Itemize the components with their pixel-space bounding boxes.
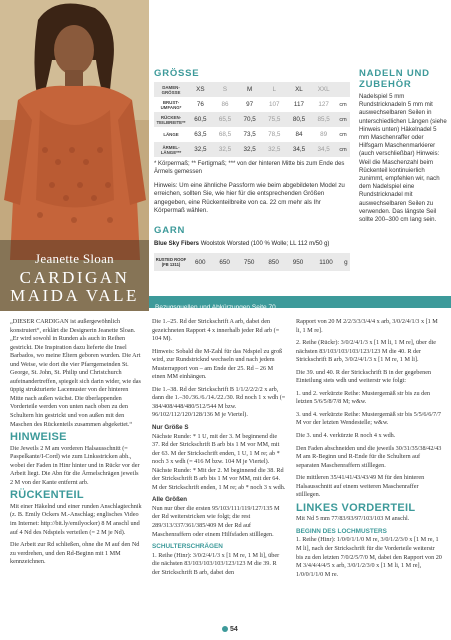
size-cell: 60,5 [188, 112, 213, 127]
col3-paragraph-8: Die mittleren 35/41/41/43/43/49 M für den hinteren Halsausschnitt auf einem weiteren Maschenraffer stilllegen. [296, 474, 425, 499]
pattern-title-line1: CARDIGAN [19, 268, 130, 287]
alle-groessen-heading: Alle Größen [152, 496, 188, 504]
text-column-2 [152, 318, 286, 581]
size-row [154, 127, 350, 142]
size-unit [336, 82, 350, 97]
size-cell: 32,5 [188, 142, 213, 157]
yarn-description [154, 240, 350, 248]
size-cell: 86 [213, 97, 238, 112]
size-cell: 89 [311, 127, 336, 142]
size-cell: 73,5 [237, 127, 262, 142]
size-cell: 32,5 [262, 142, 287, 157]
size-cell: XS [188, 82, 213, 97]
size-cell: 63,5 [188, 127, 213, 142]
nur-groesse-heading: Nur Größe S [152, 424, 189, 432]
size-cell: 34,5 [311, 142, 336, 157]
photo-caption [0, 247, 149, 311]
alle-groessen-text: Nun nur über die ersten 95/103/111/119/127/135 M der Rd weiterstricken wie folgt; die rest 289/313/337/361/385/409 M der Rd auf Maschenraffern oder einem Hilfsfaden stilllegen. [152, 504, 280, 538]
size-unit: cm [336, 97, 350, 112]
hinweise-heading: HINWEISE [10, 431, 67, 444]
size-cell: 117 [287, 97, 312, 112]
size-unit: cm [336, 127, 350, 142]
size-row [154, 97, 350, 112]
yarn-row [154, 253, 350, 271]
intro-paragraph: „DIESER CARDIGAN ist außergewöhnlich konstruiert“, erklärt die Designerin Jeanette Sloan. „Er wird sowohl in Runden als auch in Reihen gestrickt. Die Inspiration dazu lieferte die Insel Barbados, wo meine Eltern geboren wurden. Die Art und Weise, wie dort die vier Pfarrgemeinden St. George, St. John, St. Philip und Christchurch aufeinandertreffen, spiegelt sich darin wider, wie das üppig strukturierte Lacemuster von der hinteren Mitte nach außen wächst. Die überlappenden Vorderteile werden von unten nach oben zu den Schultern hin gestrickt und von außen mit den Maschen des Rückenteils zusammen abgekettet.“ [10, 318, 141, 428]
col3-paragraph-3: Die 39. und 40. R der Strickschrift B in der gegebenen Einteilung stets wdh und weiterstr wie folgt: [296, 368, 432, 385]
size-cell: S [213, 82, 238, 97]
size-cell: 32,5 [213, 142, 238, 157]
size-section [154, 68, 350, 271]
col2-paragraph-2: Hinweis: Sobald die M-Zahl für das Ndspiel zu groß wird, zur Rundstricknd wechseln und nach jedem Musterrapport von – am Ende der 25. Rd – 26 M einen MM einhängen. [152, 347, 283, 381]
size-cell: 78,5 [262, 127, 287, 142]
size-cell: 70,5 [237, 112, 262, 127]
rueckenteil-heading: RÜCKENTEIL [10, 489, 84, 502]
yarn-brand: Blue Sky Fibers [154, 241, 200, 248]
yarn-name: Woolstok Worsted (100 % Wolle; LL 112 m/50 g) [200, 241, 330, 248]
lochmuster-heading: BEGINN DES LOCHMUSTERS [296, 527, 387, 535]
size-row [154, 112, 350, 127]
text-column-3 [296, 318, 442, 583]
rueckenteil-text-1: Mit einer Häkelnd und einer runden Anschlagtechnik (z. B. Emily Ockers M.-Anschlag; englisches Video im Internet: http://bit.ly/emilyocker) 8 M anschl und auf 4 Nd des Ndspiels verteilen (= 2 M je Nd). [10, 502, 142, 536]
size-cell: 127 [311, 97, 336, 112]
size-row [154, 82, 350, 97]
reference-bar-text: Bezugsquellen und Abkürzungen Seite 70 [155, 304, 276, 311]
size-footnote: * Körpermaß; ** Fertigmaß; *** von der hinteren Mitte bis zum Ende des Ärmels gemessen [154, 161, 345, 175]
size-hint: Hinweis: Um eine ähnliche Passform wie beim abgebildeten Model zu erreichen, sollten Sie, wie hier für die entsprechenden Größen angegeben, eine Rückenteilbreite von ca. 22 cm mehr als Ihr Körpermaß wählen. [154, 182, 345, 214]
yarn-amount-cell: 750 [237, 253, 261, 271]
size-cell: XXL [311, 82, 336, 97]
col3-paragraph-1: Rapport von 20 M 2/2/3/3/3/4/4 x arb, 3/0/2/4/1/3 x [1 M li, 1 M re]. [296, 318, 438, 334]
yarn-amount-cell: 850 [261, 253, 285, 271]
size-cell: L [262, 82, 287, 97]
col3-paragraph-2: 2. Reihe (Rückr): 3/0/2/4/1/3 x [1 M li, 1 M re], über die nächsten 83/103/103/103/123/123 M die 40. R der Strickschrift B arb, 3/0/2/4/1/3 x [1 M re, 1 M li]. [296, 339, 437, 364]
yarn-amount-cell: 650 [212, 253, 236, 271]
size-unit: cm [336, 142, 350, 157]
schulter-text: 1. Reihe (Hinr): 3/0/2/4/1/3 x [1 M re, 1 M li], über die nächsten 83/103/103/103/123/123 M die 39. R der Strickschrift B arb, dabei den [152, 551, 280, 576]
designer-name: Jeanette Sloan [35, 251, 114, 266]
yarn-heading: GARN [154, 225, 186, 237]
needles-text: Nadelspiel 5 mm Rundstricknadeln 5 mm mit auswechselbaren Seilen in unterschiedlichen Längen (siehe Hinweis unten) Häkelnadel 5 mm Maschenraffer oder Hilfsgarn Maschenmarkierer (auch verschließbar) Hinweis: Weil die Maschenzahl beim Rückenteil kontinuierlich zunimmt, empfehlen wir, nach dem Nadelspiel eine Rundstricknadel mit auswechselbaren Seilen zu verwenden. Das längste Seil sollte 200–300 cm lang sein. [359, 93, 447, 224]
size-cell: 97 [237, 97, 262, 112]
needles-section [359, 68, 447, 224]
yarn-amount-cell: 600 [188, 253, 212, 271]
col2-paragraph-3: Die 1.–38. Rd der Strickschrift B 1/1/2/2/2/2 x arb, dann die 1.–30./36./6./14./22./30. Rd noch 1 x wdh (= 384/408/448/480/512/544 M bzw. 96/102/112/120/128/136 M je Viertel). [152, 385, 286, 419]
size-cell: 80,5 [287, 112, 312, 127]
size-row-label: DAMEN-GRÖSSE [154, 82, 188, 97]
size-heading: GRÖSSE [154, 68, 200, 79]
yarn-row-label: RUSTED ROOF (FB 1311) [154, 253, 188, 271]
size-row-label: ÄRMEL-LÄNGE*** [154, 142, 188, 157]
needles-heading-line1: NADELN UND [359, 68, 430, 79]
schulter-heading: SCHULTERSCHRÄGEN [152, 543, 223, 551]
rueckenteil-text-2: Die Arbeit zur Rd schließen, ohne die M auf den Nd zu verdrehen, und den Rd-Beginn mit 1 MM kennzeichnen. [10, 541, 140, 566]
size-cell: XL [287, 82, 312, 97]
size-row-label: BRUST-UMFANG* [154, 97, 188, 112]
size-cell: 65,5 [213, 112, 238, 127]
yarn-amount-cell: 1100 [310, 253, 342, 271]
size-row-label: LÄNGE [154, 127, 188, 142]
linkes-vorderteil-heading: LINKES VORDERTEIL [296, 501, 416, 514]
size-cell: 84 [287, 127, 312, 142]
page-number: 54 [222, 626, 238, 633]
needles-heading-line2: ZUBEHÖR [359, 79, 412, 90]
yarn-amount-cell: 950 [286, 253, 310, 271]
size-cell: 85,5 [311, 112, 336, 127]
model-photo [0, 0, 149, 311]
size-cell: 76 [188, 97, 213, 112]
size-cell: 75,5 [262, 112, 287, 127]
yarn-table [154, 253, 350, 271]
col2-paragraph-1: Die 1.–25. Rd der Strickschrift A arb, dabei den gezeichneten Rapport 4 x innerhalb jeder Rd arb (= 104 M). [152, 318, 280, 343]
linkes-vorderteil-text: Mit Nd 5 mm 77/83/93/97/103/103 M anschl. [296, 515, 410, 523]
size-row-label: RÜCKEN-TEILBREITE** [154, 112, 188, 127]
col3-paragraph-5: 3. und 4. verkürzte Reihe: Mustergemäß str bis 5/5/6/6/7/7 M vor der letzten Wendestelle; w&w. [296, 410, 441, 427]
size-cell: 107 [262, 97, 287, 112]
size-cell: 32,5 [237, 142, 262, 157]
hinweise-text: Die Jeweils 2 M am vorderen Halsausschnitt (= Paspelkante/I-Cord) wie zum Linksstricken abh., wobei der Faden in Hinr hinter und in Rückr vor der Arbeit liegt. Die Abn für die Ärmelschrägen jeweils 2 M von der Kante entfernt arb. [10, 444, 140, 486]
size-cell: 68,5 [213, 127, 238, 142]
size-cell: M [237, 82, 262, 97]
size-table [154, 82, 350, 157]
size-unit: cm [336, 112, 350, 127]
pattern-title-line2: MAIDA VALE [10, 286, 139, 305]
size-row [154, 142, 350, 157]
col3-paragraph-7: Den Faden abschneiden und die jeweils 30/31/35/38/42/43 M am R-Beginn und R-Ende für die Schultern auf separaten Maschenraffern stilllegen. [296, 444, 442, 469]
reference-bar [149, 296, 451, 311]
text-column-1 [10, 318, 142, 571]
size-cell: 34,5 [287, 142, 312, 157]
lochmuster-text: 1. Reihe (Hinr): 1/0/0/1/1/0 M re, 3/0/1/2/3/0 x [1 M re, 1 M li], nach der Strickschrift für die Vorderteile weiterstr bis zu den letzten 7/0/2/5/7/0 M, dabei den Rapport von 20 M 3/4/4/4/4/5 x arb, 3/0/1/2/3/0 x [1 M li, 1 M re], 1/0/0/1/1/0 M re. [296, 536, 442, 578]
yarn-unit: g [342, 253, 350, 271]
col3-paragraph-6: Die 3. und 4. verkürzte R noch 4 x wdh. [296, 432, 396, 440]
nur-groesse-text: Nächste Runde: * 1 U, mit der 3. M beginnend die 37. Rd der Strickschrift B arb bis 1 M vor MM, mit der 63. M der Strickschrift enden, 1 U, 1 M re; ab * noch 3 x wdh (= 416 M bzw. 104 M je Viertel). Nächste Runde: * Mit der 2. M beginnend die 38. Rd der Strickschrift B arb bis 1 M vor MM, mit der 64. M der Strickschrift enden, 1 M re; ab * noch 3 x wdh. [152, 432, 286, 491]
col3-paragraph-4: 1. und 2. verkürzte Reihe: Mustergemäß str bis zu den letzten 5/6/5/8/7/8 M; w&w. [296, 389, 431, 406]
